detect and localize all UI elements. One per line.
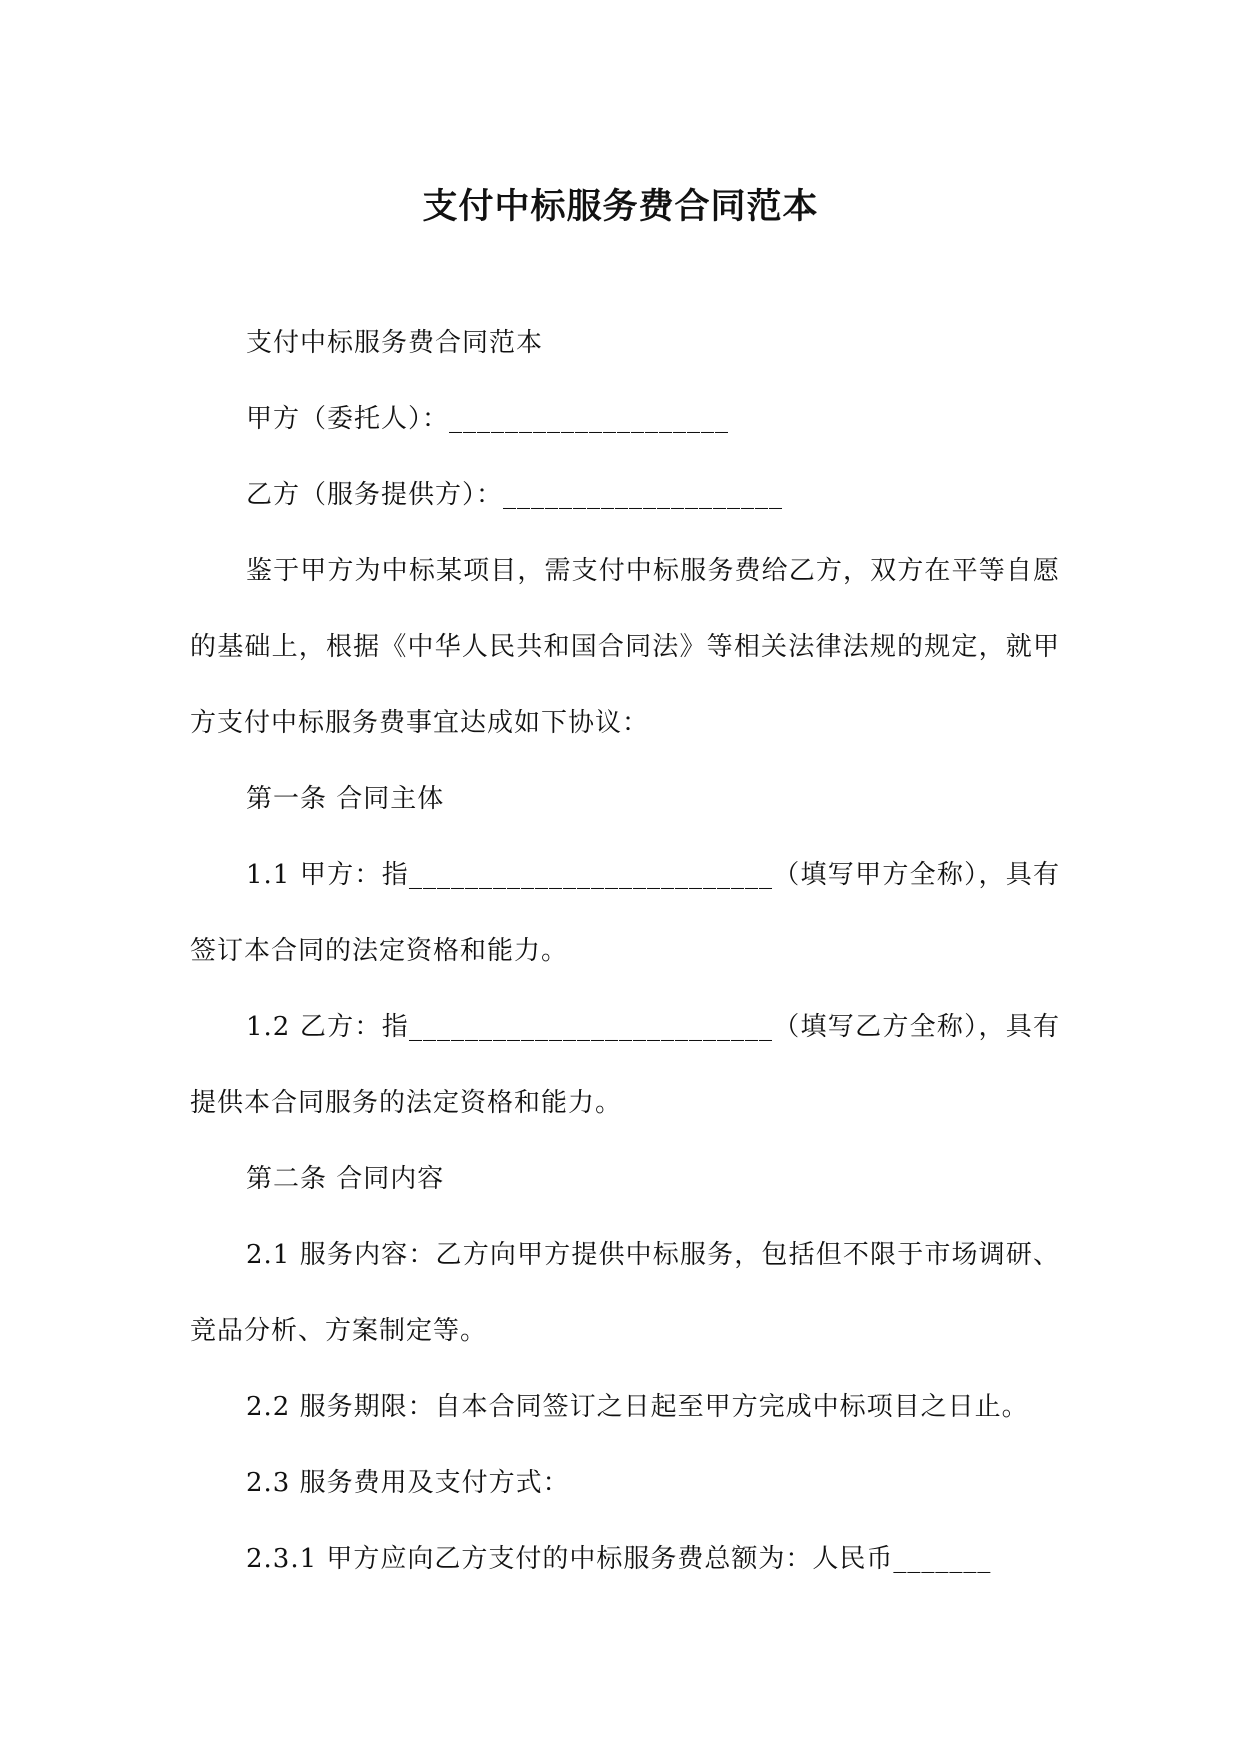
paragraph-party-b: 乙方（服务提供方）：____________________: [246, 480, 784, 510]
paragraph-heading: 支付中标服务费合同范本: [246, 328, 544, 358]
paragraph-party-a: 甲方（委托人）：____________________: [246, 404, 730, 434]
clause-1-1: 1.1 甲方：指__________________________（填写甲方全称），具有签订本合同的法定资格和能力。: [190, 860, 1060, 966]
document-title: 支付中标服务费合同范本: [422, 186, 819, 227]
article-1-heading: 第一条 合同主体: [246, 784, 445, 814]
clause-2-3: 2.3 服务费用及支付方式：: [246, 1468, 570, 1498]
paragraph-preamble: 鉴于甲方为中标某项目，需支付中标服务费给乙方，双方在平等自愿的基础上，根据《中华人民共和国合同法》等相关法律法规的规定，就甲方支付中标服务费事宜达成如下协议：: [190, 556, 1060, 738]
clause-2-2: 2.2 服务期限：自本合同签订之日起至甲方完成中标项目之日止。: [246, 1392, 1029, 1422]
clause-1-2: 1.2 乙方：指__________________________（填写乙方全称），具有提供本合同服务的法定资格和能力。: [190, 1012, 1060, 1118]
clause-2-3-1: 2.3.1 甲方应向乙方支付的中标服务费总额为：人民币_______: [246, 1544, 992, 1574]
article-2-heading: 第二条 合同内容: [246, 1164, 445, 1194]
clause-2-1: 2.1 服务内容：乙方向甲方提供中标服务，包括但不限于市场调研、竞品分析、方案制定等。: [190, 1240, 1060, 1346]
document-body: [190, 305, 1060, 1597]
